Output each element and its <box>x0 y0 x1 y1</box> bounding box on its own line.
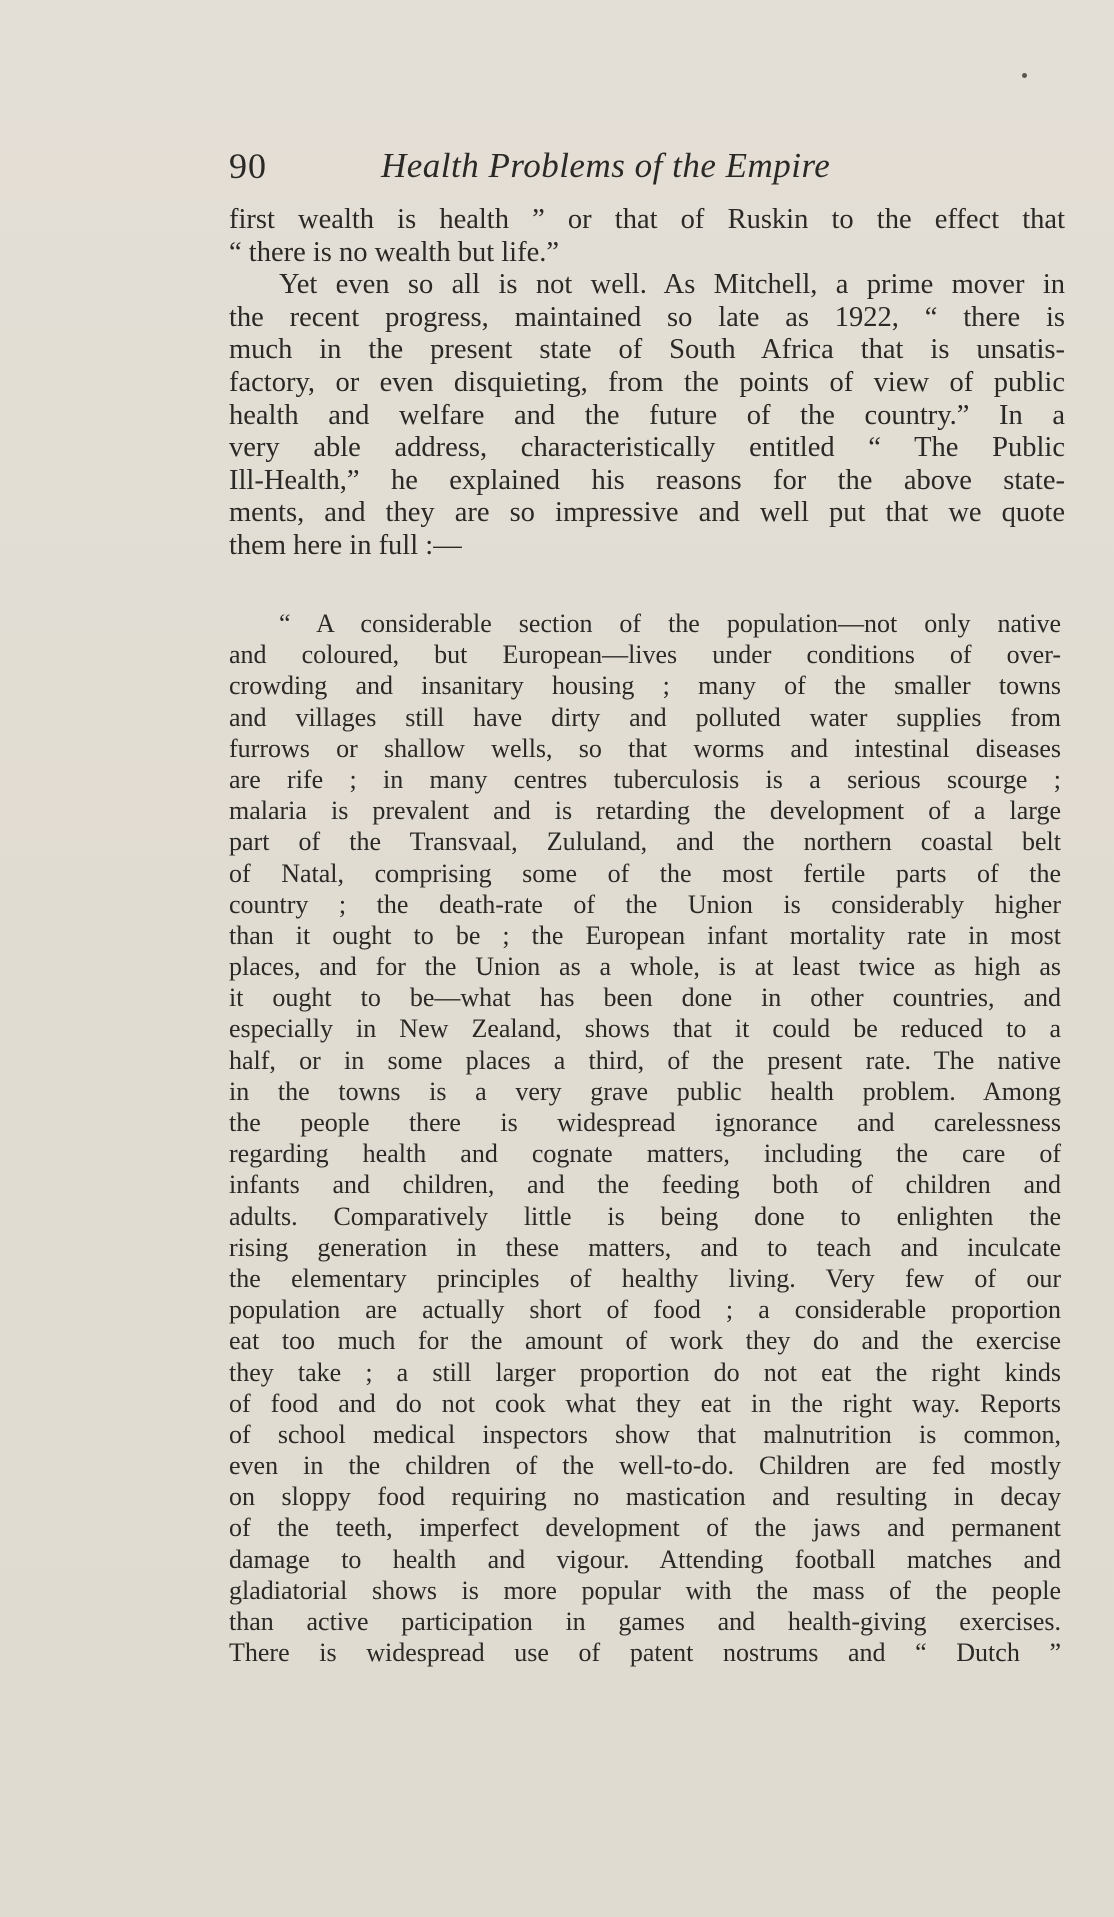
quote-line: There is widespread use of patent nostrums and “ Dutch ” <box>229 1638 1061 1668</box>
quote-line: in the towns is a very grave public health problem. Among <box>229 1076 1061 1106</box>
quote-line: the elementary principles of healthy living. Very few of our <box>229 1263 1061 1293</box>
quote-line: the people there is widespread ignorance and carelessness <box>229 1108 1061 1137</box>
quote-line: infants and children, and the feeding both of children and <box>229 1170 1061 1200</box>
text-line: them here in full :— <box>229 529 462 561</box>
block-quote <box>229 608 1061 1668</box>
text-line: “ there is no wealth but life.” <box>229 236 560 268</box>
quote-line: they take ; a still larger proportion do not eat the right kinds <box>229 1357 1061 1387</box>
quote-line: eat too much for the amount of work they do and the exercise <box>229 1326 1061 1356</box>
quote-line: than active participation in games and health-giving exercises. <box>229 1607 1061 1636</box>
quote-line: part of the Transvaal, Zululand, and the northern coastal belt <box>229 827 1061 857</box>
quote-line: it ought to be—what has been done in other countries, and <box>229 983 1061 1013</box>
quote-line: crowding and insanitary housing ; many of the smaller towns <box>229 671 1061 701</box>
quote-line: on sloppy food requiring no mastication and resulting in decay <box>229 1482 1061 1512</box>
quote-line: furrows or shallow wells, so that worms and intestinal diseases <box>229 733 1061 763</box>
running-head <box>229 140 909 200</box>
text-line: ments, and they are so impressive and well put that we quote <box>229 497 1065 529</box>
quote-line: population are actually short of food ; a considerable proportion <box>229 1295 1061 1325</box>
quote-line: of Natal, comprising some of the most fertile parts of the <box>229 858 1061 888</box>
text-line: factory, or even disquieting, from the points of view of public <box>229 366 1065 398</box>
quote-line: even in the children of the well-to-do. Children are fed mostly <box>229 1451 1061 1481</box>
quote-line: gladiatorial shows is more popular with the mass of the people <box>229 1575 1061 1605</box>
quote-line: places, and for the Union as a whole, is at least twice as high as <box>229 952 1061 982</box>
quote-line: especially in New Zealand, shows that it could be reduced to a <box>229 1014 1061 1044</box>
text-line: health and welfare and the future of the country.” In a <box>229 399 1065 431</box>
quote-line: are rife ; in many centres tuberculosis is a serious scourge ; <box>229 764 1061 794</box>
text-line: Yet even so all is not well. As Mitchell, a prime mover in <box>279 269 1065 301</box>
quote-line: regarding health and cognate matters, including the care of <box>229 1139 1061 1169</box>
quote-line: country ; the death-rate of the Union is considerably higher <box>229 889 1061 919</box>
page-number: 90 <box>229 146 267 186</box>
text-line: the recent progress, maintained so late as 1922, “ there is <box>229 301 1065 333</box>
quote-line: of food and do not cook what they eat in the right way. Reports <box>229 1388 1061 1418</box>
ink-speck <box>1022 73 1027 78</box>
quote-line: of the teeth, imperfect development of the jaws and permanent <box>229 1513 1061 1543</box>
main-paragraphs <box>229 204 1065 563</box>
text-line: much in the present state of South Africa that is unsatis- <box>229 334 1065 366</box>
quote-line: than it ought to be ; the European infant mortality rate in most <box>229 920 1061 950</box>
quote-line: rising generation in these matters, and to teach and inculcate <box>229 1232 1061 1262</box>
quote-line: malaria is prevalent and is retarding the development of a large <box>229 796 1061 826</box>
text-line: Ill-Health,” he explained his reasons for the above state- <box>229 464 1065 496</box>
quote-line: of school medical inspectors show that malnutrition is common, <box>229 1419 1061 1449</box>
quote-line: damage to health and vigour. Attending football matches and <box>229 1544 1061 1574</box>
text-line: very able address, characteristically entitled “ The Public <box>229 432 1065 464</box>
quote-line: half, or in some places a third, of the present rate. The native <box>229 1045 1061 1075</box>
quote-line: adults. Comparatively little is being done to enlighten the <box>229 1201 1061 1231</box>
running-title: Health Problems of the Empire <box>381 146 831 185</box>
text-line: first wealth is health ” or that of Ruskin to the effect that <box>229 204 1065 235</box>
quote-line: and villages still have dirty and polluted water supplies from <box>229 702 1061 732</box>
quote-line: “ A considerable section of the population—not only native <box>279 609 1061 638</box>
quote-line: and coloured, but European—lives under conditions of over- <box>229 640 1061 670</box>
